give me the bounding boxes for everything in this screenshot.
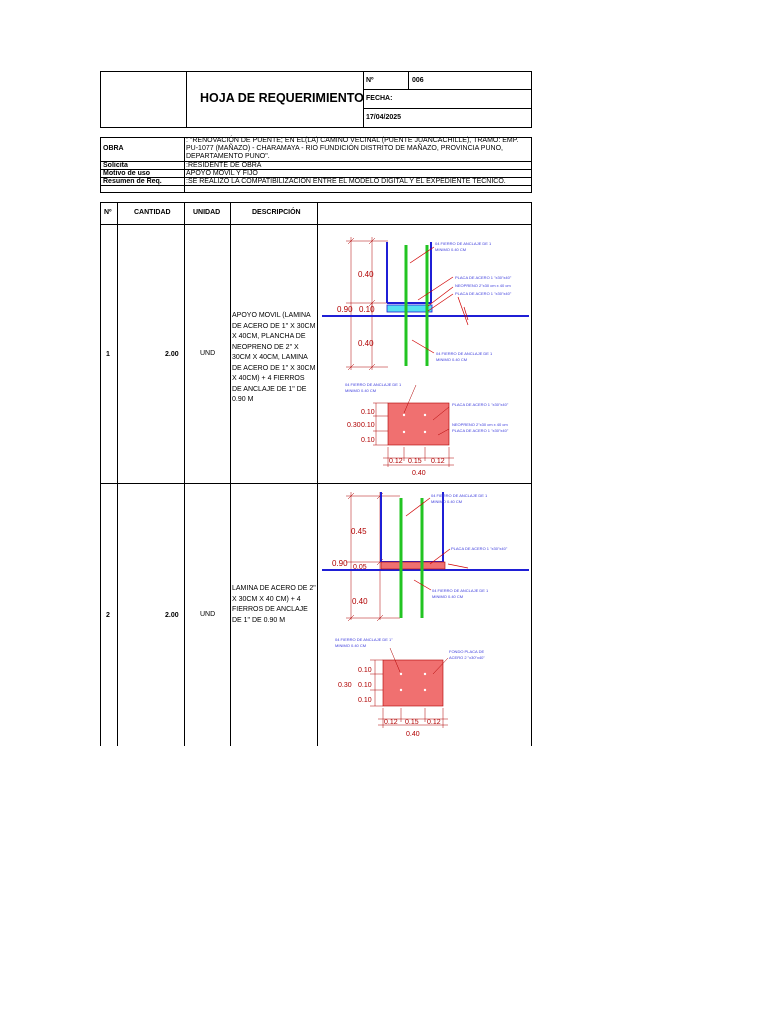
plan-dim-030: 0.30 bbox=[347, 422, 361, 429]
solicita-value: :RESIDENTE DE OBRA bbox=[186, 162, 262, 169]
motivo-label: Motivo de uso bbox=[103, 170, 151, 177]
note-anclaje-mid-1: 04 FIERRO DE ANCLAJE DE 1 bbox=[436, 351, 493, 356]
note2-anclaje-mid-2: MINIMO 0.40 CM bbox=[432, 594, 464, 599]
dim-040-top: 0.40 bbox=[358, 270, 374, 279]
col-header-cantidad: CANTIDAD bbox=[134, 209, 171, 216]
row-2-descripcion: LAMINA DE ACERO DE 2" X 30CM X 40 CM) + 4 FIERROS DE ANCLAJE DE 1" DE 0.90 M bbox=[232, 585, 316, 624]
drawing-apoyo-movil bbox=[318, 225, 531, 483]
note-neopreno: NEOPRENO 2"x30 cm x 40 cm bbox=[455, 283, 511, 288]
motivo-value: APOYO MOVIL Y FIJO bbox=[186, 170, 258, 177]
obra-label: OBRA bbox=[103, 145, 124, 152]
dim-045: 0.45 bbox=[351, 527, 367, 536]
plan-dim-010-b: 0.10 bbox=[361, 422, 375, 429]
plan-note-anclaje-1: 04 FIERRO DE ANCLAJE DE 1 bbox=[345, 382, 402, 387]
note-placa-1: PLACA DE ACERO 1 "x30"x40" bbox=[455, 275, 512, 280]
plan2-dim-012-b: 0.12 bbox=[427, 719, 441, 726]
note-placa-2: PLACA DE ACERO 1 "x30"x40" bbox=[455, 291, 512, 296]
row-1-n: 1 bbox=[106, 351, 110, 358]
plan2-dim-010-b: 0.10 bbox=[358, 682, 372, 689]
plan-dim-010-c: 0.10 bbox=[361, 437, 375, 444]
plan2-dim-030: 0.30 bbox=[338, 682, 352, 689]
dim-090: 0.90 bbox=[337, 305, 353, 314]
plan-dim-012-a: 0.12 bbox=[389, 458, 403, 465]
resumen-label: Resumen de Req. bbox=[103, 178, 162, 185]
row-1-descripcion: APOYO MOVIL (LAMINA DE ACERO DE 1" X 30CM X 40CM, PLANCHA DE NEOPRENO DE 2" X 30CM X 40CM, LAMINA DE ACERO DE 1" X 30CM X 40CM) + 4 FIERROS DE ANCLAJE DE 1" DE 0.90 M bbox=[232, 312, 316, 403]
plan2-dim-015: 0.15 bbox=[405, 719, 419, 726]
plan2-note-anclaje-2: MINIMO 0.40 CM bbox=[335, 643, 367, 648]
note-anclaje-top-1: 04 FIERRO DE ANCLAJE DE 1 bbox=[435, 241, 492, 246]
plan-note-placa-2: PLACA DE ACERO 1 "x30"x40" bbox=[452, 428, 509, 433]
dim-010: 0.10 bbox=[359, 305, 375, 314]
obra-value: : "RENOVACIÓN DE PUENTE; EN EL(LA) CAMINO VECINAL (PUENTE JUANCACHILLE), TRAMO: EMP. PU-1077 (MAÑAZO) - CHARAMAYA - RIO FUNDICIÓN DISTRITO DE MAÑAZO, PROVINCIA PUNO, DEPARTAMENTO PUNO". bbox=[186, 137, 519, 160]
page-title: HOJA DE REQUERIMIENTO bbox=[200, 91, 364, 105]
solicita-label: Solicita bbox=[103, 162, 128, 169]
col-header-unidad: UNIDAD bbox=[193, 209, 221, 216]
plan2-dim-010-a: 0.10 bbox=[358, 667, 372, 674]
fecha-value: 17/04/2025 bbox=[366, 114, 402, 121]
note-anclaje-mid-2: MINIMO 0.40 CM bbox=[436, 357, 468, 362]
drawing-apoyo-fijo bbox=[318, 484, 531, 746]
plan-dim-040: 0.40 bbox=[412, 470, 426, 477]
note2-anclaje-top-2: MINIMO 0.40 CM bbox=[431, 499, 463, 504]
plan-note-anclaje-2: MINIMO 0.40 CM bbox=[345, 388, 377, 393]
row-1-cantidad: 2.00 bbox=[165, 351, 179, 358]
fecha-label: FECHA: bbox=[366, 95, 393, 102]
plan-note-neopreno: NEOPRENO 2"x30 cm x 40 cm bbox=[452, 422, 508, 427]
plan2-note-placa-2: ACERO 2 "x30"x40" bbox=[449, 655, 485, 660]
note2-placa: PLACA DE ACERO 1 "x30"x40" bbox=[451, 546, 508, 551]
plan2-dim-040: 0.40 bbox=[406, 731, 420, 738]
dim-090: 0.90 bbox=[332, 559, 348, 568]
plan2-dim-010-c: 0.10 bbox=[358, 697, 372, 704]
plan-note-placa: PLACA DE ACERO 1 "x30"x40" bbox=[452, 402, 509, 407]
numero-value: 006 bbox=[412, 77, 424, 84]
note2-anclaje-top-1: 04 FIERRO DE ANCLAJE DE 1 bbox=[431, 493, 488, 498]
dim-040-bottom: 0.40 bbox=[358, 339, 374, 348]
note2-anclaje-mid-1: 04 FIERRO DE ANCLAJE DE 1 bbox=[432, 588, 489, 593]
plan2-note-placa-1: FONDO PLACA DE bbox=[449, 649, 485, 654]
numero-label: Nº bbox=[366, 77, 374, 84]
col-header-descripcion: DESCRIPCIÓN bbox=[252, 209, 301, 216]
plan-dim-015: 0.15 bbox=[408, 458, 422, 465]
row-1-unidad: UND bbox=[200, 350, 216, 357]
plan-dim-012-b: 0.12 bbox=[431, 458, 445, 465]
row-2-unidad: UND bbox=[200, 611, 216, 618]
note-anclaje-top-2: MINIMO 0.40 CM bbox=[435, 247, 467, 252]
resumen-value: :SE REALIZO LA COMPATIBILIZACION ENTRE EL MODELO DIGITAL Y EL EXPEDIENTE TECNICO. bbox=[186, 178, 506, 185]
dim-040: 0.40 bbox=[352, 597, 368, 606]
plan2-dim-012-a: 0.12 bbox=[384, 719, 398, 726]
dim-005: 0.05 bbox=[353, 564, 367, 571]
plan2-note-anclaje-1: 04 FIERRO DE ANCLAJE DE 1" bbox=[335, 637, 393, 642]
row-2-cantidad: 2.00 bbox=[165, 612, 179, 619]
row-2-n: 2 bbox=[106, 612, 110, 619]
plan-dim-010-a: 0.10 bbox=[361, 409, 375, 416]
col-header-n: Nº bbox=[104, 209, 112, 216]
